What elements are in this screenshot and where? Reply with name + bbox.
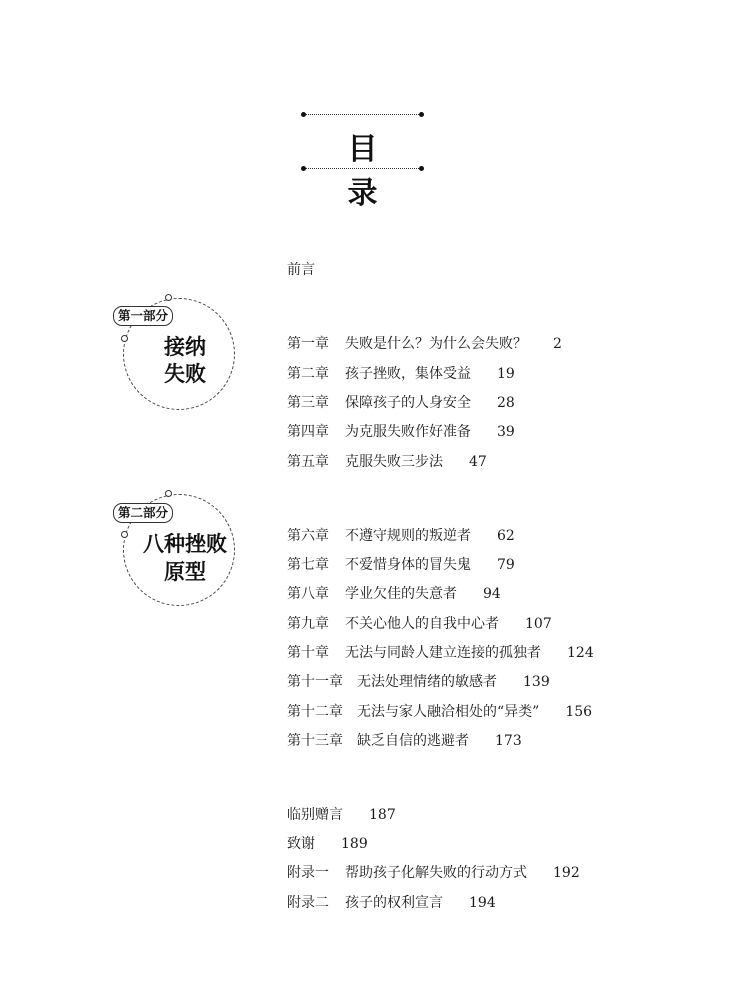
toc-entry-chapter-7[interactable] — [287, 556, 515, 574]
chapter-title: 克服失败三步法 — [345, 454, 443, 470]
rule-end-dot — [419, 166, 424, 171]
chapter-number: 第七章 — [287, 557, 329, 573]
toc-entry-farewell[interactable] — [287, 806, 396, 824]
toc-entry-chapter-6[interactable] — [287, 527, 515, 545]
rule-end-dot — [301, 112, 306, 117]
toc-entry-chapter-11[interactable] — [287, 673, 550, 691]
rule-end-dot — [301, 166, 306, 171]
page-number: 2 — [553, 336, 562, 352]
chapter-number: 第三章 — [287, 395, 329, 411]
chapter-number: 第六章 — [287, 528, 329, 544]
chapter-title: 无法与同龄人建立连接的孤独者 — [345, 645, 541, 661]
toc-entry-chapter-9[interactable] — [287, 615, 552, 633]
page-number: 47 — [469, 454, 487, 470]
toc-title-block — [300, 108, 425, 211]
page-number: 107 — [525, 616, 552, 632]
toc-entry-acknowledgements[interactable] — [287, 835, 368, 853]
part-label: 第二部分 — [113, 503, 173, 523]
chapter-title: 不关心他人的自我中心者 — [345, 616, 499, 632]
toc-entry-chapter-4[interactable] — [287, 423, 515, 441]
title-top-rule — [304, 114, 421, 115]
toc-entry-chapter-3[interactable] — [287, 394, 515, 412]
toc-entry-chapter-13[interactable] — [287, 732, 522, 750]
page-number: 187 — [369, 807, 396, 823]
entry-title: 致谢 — [287, 836, 315, 852]
part-title-line: 接纳 — [164, 335, 206, 359]
toc-entry-chapter-5[interactable] — [287, 453, 487, 471]
chapter-title: 孩子挫败，集体受益 — [345, 366, 471, 382]
chapter-title: 不爱惜身体的冒失鬼 — [345, 557, 471, 573]
chapter-title: 无法处理情绪的敏感者 — [357, 674, 497, 690]
page-title: 目 录 — [347, 132, 392, 211]
part-badge-2 — [113, 486, 243, 616]
toc-entry-chapter-1[interactable] — [287, 335, 562, 353]
appendix-number: 附录一 — [287, 865, 329, 881]
chapter-number: 第五章 — [287, 454, 329, 470]
entry-title: 临别赠言 — [287, 807, 343, 823]
toc-entry-appendix-2[interactable] — [287, 894, 496, 912]
chapter-number: 第一章 — [287, 336, 329, 352]
page-number: 173 — [495, 733, 522, 749]
page-number: 19 — [497, 366, 515, 382]
appendix-number: 附录二 — [287, 895, 329, 911]
chapter-number: 第四章 — [287, 424, 329, 440]
toc-entry-chapter-8[interactable] — [287, 585, 501, 603]
page-number: 194 — [469, 895, 496, 911]
part-title-line: 原型 — [164, 560, 206, 584]
toc-entry-chapter-2[interactable] — [287, 365, 515, 383]
part-label: 第一部分 — [113, 306, 173, 326]
page-number: 124 — [567, 645, 594, 661]
chapter-number: 第十章 — [287, 645, 329, 661]
rule-end-dot — [419, 112, 424, 117]
chapter-title: 保障孩子的人身安全 — [345, 395, 471, 411]
page-number: 39 — [497, 424, 515, 440]
chapter-title: 失败是什么？为什么会失败？ — [345, 336, 527, 352]
chapter-title: 学业欠佳的失意者 — [345, 586, 457, 602]
part-badge-1 — [113, 290, 243, 420]
entry-title: 孩子的权利宣言 — [345, 895, 443, 911]
chapter-number: 第八章 — [287, 586, 329, 602]
page-number: 62 — [497, 528, 515, 544]
page-number: 139 — [523, 674, 550, 690]
chapter-number: 第九章 — [287, 616, 329, 632]
chapter-title: 无法与家人融洽相处的“异类” — [357, 704, 540, 720]
title-bottom-rule — [304, 168, 421, 169]
chapter-number: 第十二章 — [287, 704, 343, 720]
chapter-title: 不遵守规则的叛逆者 — [345, 528, 471, 544]
page-number: 79 — [497, 557, 515, 573]
toc-entry-chapter-10[interactable] — [287, 644, 594, 662]
entry-title: 帮助孩子化解失败的行动方式 — [345, 865, 527, 881]
chapter-number: 第十三章 — [287, 733, 343, 749]
page-number: 192 — [553, 865, 580, 881]
chapter-number: 第十一章 — [287, 674, 343, 690]
toc-entry-chapter-12[interactable] — [287, 703, 592, 721]
page-number: 189 — [341, 836, 368, 852]
chapter-title: 为克服失败作好准备 — [345, 424, 471, 440]
part-title-line: 八种挫败 — [143, 532, 227, 556]
toc-entry-preface[interactable] — [287, 261, 315, 279]
part-title-line: 失败 — [164, 362, 206, 386]
chapter-title: 缺乏自信的逃避者 — [357, 733, 469, 749]
page-number: 156 — [565, 704, 593, 720]
circle-knob — [165, 490, 172, 497]
entry-title: 前言 — [287, 262, 315, 278]
page-number: 94 — [483, 586, 501, 602]
toc-entry-appendix-1[interactable] — [287, 864, 580, 882]
page-number: 28 — [497, 395, 515, 411]
chapter-number: 第二章 — [287, 366, 329, 382]
circle-knob — [165, 294, 172, 301]
